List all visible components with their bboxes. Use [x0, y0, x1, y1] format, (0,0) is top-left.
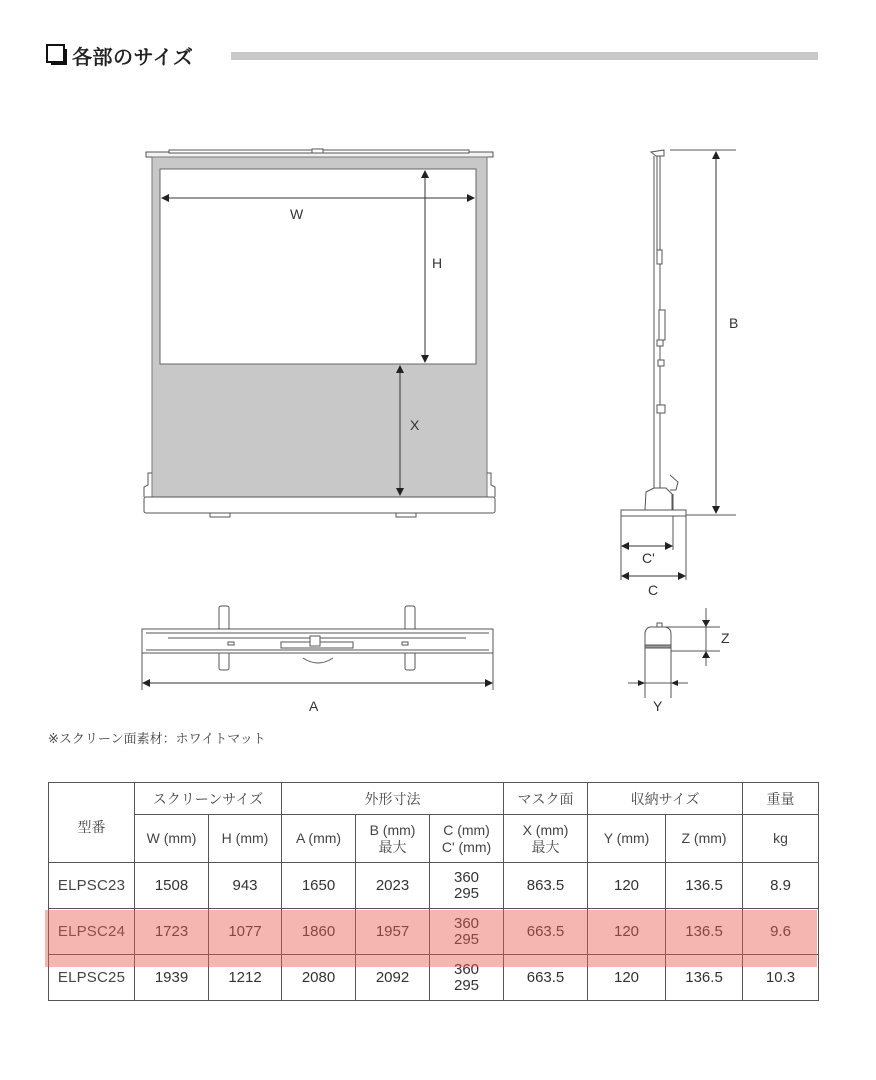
- header-x: X (mm) 最大: [504, 815, 588, 863]
- cell-h: 1212: [209, 955, 282, 1001]
- header-model: 型番: [49, 783, 135, 863]
- label-w: W: [290, 206, 304, 222]
- header-h: H (mm): [209, 815, 282, 863]
- table-row: [49, 955, 819, 1001]
- header-screen-size: スクリーンサイズ: [135, 783, 282, 815]
- cell-c: 360 295: [430, 955, 504, 1001]
- cell-z: 136.5: [666, 909, 743, 955]
- header-kg: kg: [743, 815, 819, 863]
- table-row-highlighted: [49, 909, 819, 955]
- cell-b: 2092: [356, 955, 430, 1001]
- cell-a: 1860: [282, 909, 356, 955]
- cell-y: 120: [588, 909, 666, 955]
- cell-y: 120: [588, 955, 666, 1001]
- label-c: C: [648, 582, 659, 598]
- header-row-sub: [49, 815, 819, 863]
- top-view: [142, 606, 493, 690]
- label-c-prime: C': [642, 550, 655, 566]
- header-a: A (mm): [282, 815, 356, 863]
- label-h: H: [432, 255, 443, 271]
- header-y: Y (mm): [588, 815, 666, 863]
- cell-x: 663.5: [504, 909, 588, 955]
- header-w: W (mm): [135, 815, 209, 863]
- spec-table: [48, 782, 819, 1001]
- cell-c: 360 295: [430, 909, 504, 955]
- cell-z: 136.5: [666, 955, 743, 1001]
- cell-b: 2023: [356, 863, 430, 909]
- cell-y: 120: [588, 863, 666, 909]
- cell-w: 1723: [135, 909, 209, 955]
- section-title: 各部のサイズ: [72, 44, 194, 69]
- cell-w: 1508: [135, 863, 209, 909]
- label-x: X: [410, 417, 420, 433]
- label-z: Z: [721, 630, 730, 646]
- table-row: [49, 863, 819, 909]
- cell-h: 1077: [209, 909, 282, 955]
- cell-x: 863.5: [504, 863, 588, 909]
- label-y: Y: [653, 698, 663, 714]
- cell-b: 1957: [356, 909, 430, 955]
- label-a: A: [309, 698, 319, 714]
- front-view: [144, 149, 495, 517]
- header-row-group: [49, 783, 819, 815]
- cell-kg: 8.9: [743, 863, 819, 909]
- header-weight: 重量: [743, 783, 819, 815]
- cell-kg: 9.6: [743, 909, 819, 955]
- cell-h: 943: [209, 863, 282, 909]
- header-storage-size: 収納サイズ: [588, 783, 743, 815]
- cell-w: 1939: [135, 955, 209, 1001]
- cell-x: 663.5: [504, 955, 588, 1001]
- header-b: B (mm) 最大: [356, 815, 430, 863]
- cell-z: 136.5: [666, 863, 743, 909]
- label-b: B: [729, 315, 739, 331]
- cell-model: ELPSC23: [49, 863, 135, 909]
- header-mask: マスク面: [504, 783, 588, 815]
- header-outer-dimensions: 外形寸法: [282, 783, 504, 815]
- cell-model: ELPSC25: [49, 955, 135, 1001]
- cell-a: 2080: [282, 955, 356, 1001]
- header-z: Z (mm): [666, 815, 743, 863]
- cell-kg: 10.3: [743, 955, 819, 1001]
- header-c: C (mm) C' (mm): [430, 815, 504, 863]
- side-view: [621, 150, 739, 580]
- cell-model: ELPSC24: [49, 909, 135, 955]
- material-note: ※スクリーン面素材：ホワイトマット: [48, 732, 266, 747]
- cell-a: 1650: [282, 863, 356, 909]
- cell-c: 360 295: [430, 863, 504, 909]
